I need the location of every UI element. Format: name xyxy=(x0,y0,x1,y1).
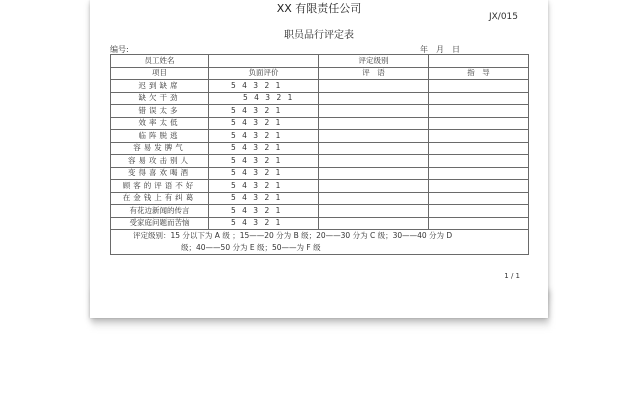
row-item: 临阵脱逃 xyxy=(111,130,209,143)
row-comment xyxy=(319,217,429,230)
row-comment xyxy=(319,80,429,93)
row-comment xyxy=(319,142,429,155)
row-guidance xyxy=(429,117,529,130)
table-row xyxy=(111,180,529,193)
row-guidance xyxy=(429,217,529,230)
row-comment xyxy=(319,117,429,130)
table-row xyxy=(111,117,529,130)
column-header-guidance: 指 导 xyxy=(429,67,529,80)
page-number: 1 / 1 xyxy=(504,272,520,280)
row-comment xyxy=(319,155,429,168)
employee-name-value xyxy=(209,55,319,68)
table-row xyxy=(111,205,529,218)
row-item: 容易攻击别人 xyxy=(111,155,209,168)
row-guidance xyxy=(429,180,529,193)
row-score: 5 4 3 2 1 xyxy=(209,167,319,180)
row-score: 5 4 3 2 1 xyxy=(209,192,319,205)
document-number: JX/015 xyxy=(488,12,518,22)
row-item: 在金钱上有纠葛 xyxy=(111,192,209,205)
row-item: 受家庭问题而苦恼 xyxy=(111,217,209,230)
row-item: 有花边新闻的传言 xyxy=(111,205,209,218)
row-guidance xyxy=(429,130,529,143)
grading-legend xyxy=(111,230,529,255)
row-item: 变得喜欢喝酒 xyxy=(111,167,209,180)
form-title: 职员品行评定表 xyxy=(284,30,354,41)
row-score: 5 4 3 2 1 xyxy=(209,117,319,130)
employee-name-label: 员工姓名 xyxy=(111,55,209,68)
row-score: 5 4 3 2 1 xyxy=(209,180,319,193)
row-comment xyxy=(319,192,429,205)
table-row xyxy=(111,217,529,230)
table-row xyxy=(111,105,529,118)
row-item: 效率太低 xyxy=(111,117,209,130)
grading-legend-line2: 级；40——50 分为 E 级；50——为 F 级 xyxy=(181,243,321,252)
column-header-comment: 评 语 xyxy=(319,67,429,80)
evaluation-level-value xyxy=(429,55,529,68)
row-score: 5 4 3 2 1 xyxy=(209,155,319,168)
row-guidance xyxy=(429,192,529,205)
document-page xyxy=(90,0,548,318)
row-comment xyxy=(319,205,429,218)
table-row xyxy=(111,130,529,143)
table-row xyxy=(111,192,529,205)
company-name: XX 有限责任公司 xyxy=(276,2,362,15)
row-guidance xyxy=(429,105,529,118)
row-score: 5 4 3 2 1 xyxy=(209,205,319,218)
row-guidance xyxy=(429,80,529,93)
row-guidance xyxy=(429,142,529,155)
row-guidance xyxy=(429,155,529,168)
row-item: 容易发脾气 xyxy=(111,142,209,155)
grading-legend-row xyxy=(111,230,529,255)
row-score: 5 4 3 2 1 xyxy=(209,92,319,105)
row-guidance xyxy=(429,167,529,180)
evaluation-table xyxy=(110,54,529,255)
row-item: 错误太多 xyxy=(111,105,209,118)
column-header-item: 项目 xyxy=(111,67,209,80)
row-item: 顾客的评语不好 xyxy=(111,180,209,193)
row-comment xyxy=(319,167,429,180)
row-comment xyxy=(319,180,429,193)
row-score: 5 4 3 2 1 xyxy=(209,217,319,230)
row-score: 5 4 3 2 1 xyxy=(209,130,319,143)
row-score: 5 4 3 2 1 xyxy=(209,80,319,93)
row-item: 缺欠干劲 xyxy=(111,92,209,105)
row-guidance xyxy=(429,205,529,218)
row-guidance xyxy=(429,92,529,105)
table-row xyxy=(111,155,529,168)
table-row xyxy=(111,92,529,105)
grading-legend-line1: 评定级别：15 分以下为 A 级 ；15——20 分为 B 级；20——30 分为 C 级；30——40 分为 D xyxy=(133,231,453,240)
serial-number-label: 编号: xyxy=(110,45,129,54)
row-score: 5 4 3 2 1 xyxy=(209,105,319,118)
row-comment xyxy=(319,130,429,143)
row-item: 迟到缺席 xyxy=(111,80,209,93)
table-row xyxy=(111,142,529,155)
row-score: 5 4 3 2 1 xyxy=(209,142,319,155)
table-row xyxy=(111,80,529,93)
row-comment xyxy=(319,92,429,105)
evaluation-level-label: 评定级别 xyxy=(319,55,429,68)
column-header-negative: 负面评价 xyxy=(209,67,319,80)
date-label: 年 月 日 xyxy=(420,45,460,54)
row-comment xyxy=(319,105,429,118)
table-row xyxy=(111,167,529,180)
